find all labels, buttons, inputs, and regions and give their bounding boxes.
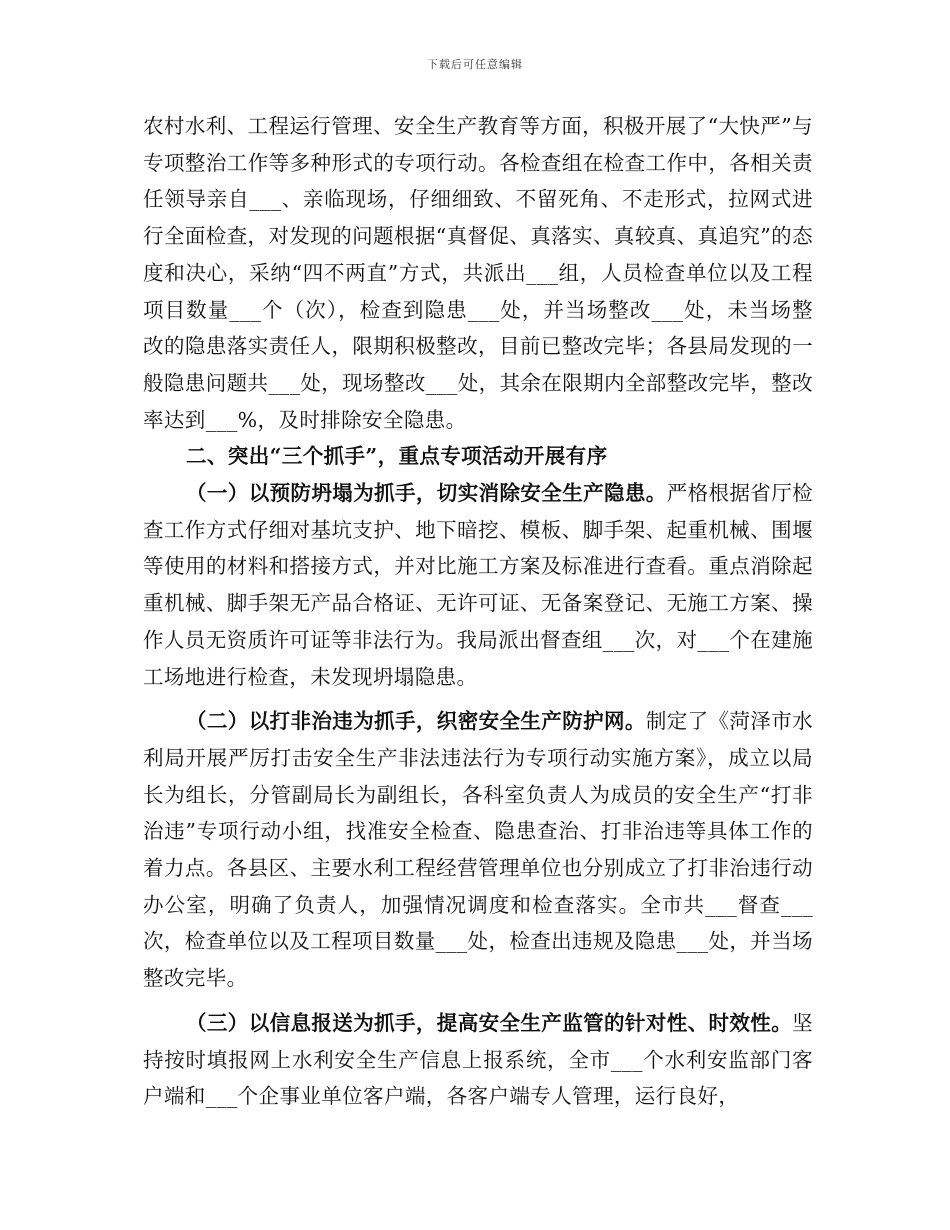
paragraph-section-3 [143,1005,813,1115]
document-body [143,108,813,1115]
paragraph-gap [143,997,813,1005]
section-1-body: 严格根据省厅检查工作方式仔细对基坑支护、地下暗挖、模板、脚手架、起重机械、围堰等使用的材料和搭接方式，并对比施工方案及标准进行查看。重点消除起重机械、脚手架无产品合格证、无许可证、无备案登记、无施工方案、操作人员无资质许可证等非法行为。我局派出督查组___次，对___个在建施工场地进行检查，未发现坍塌隐患。 [143,481,814,689]
paragraph-section-2 [143,703,813,997]
paragraph-section-1 [143,475,813,695]
page-header: 下载后可任意编辑 [427,58,523,71]
section-2-lead: （二）以打非治违为抓手，织密安全生产防护网。 [186,709,646,734]
section-3-body: 坚持按时填报网上水利安全生产信息上报系统，全市___个水利安监部门客户端和___个企事业单位客户端，各客户端专人管理，运行良好， [143,1010,814,1109]
section-3-lead: （三）以信息报送为抓手，提高安全生产监管的针对性、时效性。 [186,1010,793,1035]
section-2-body: 制定了《菏泽市水利局开展严厉打击安全生产非法违法行为专项行动实施方案》，成立以局长为组长，分管副局长为副组长，各科室负责人为成员的安全生产“打非治违”专项行动小组，找准安全检查、隐患查治、打非治违等具体工作的着力点。各县区、主要水利工程经营管理单位也分别成立了打非治违行动办公室，明确了负责人，加强情况调度和检查落实。全市共___督查___次，检查单位以及工程项目数量___处，检查出违规及隐患___处，并当场整改完毕。 [143,709,814,991]
paragraph-intro: 农村水利、工程运行管理、安全生产教育等方面，积极开展了“大快严”与专项整治工作等多种形式的专项行动。各检查组在检查工作中，各相关责任领导亲自___、亲临现场，仔细细致、不留死角、不走形式，拉网式进行全面检查，对发现的问题根据“真督促、真落实、真较真、真追究”的态度和决心，采纳“四不两直”方式，共派出___组，人员检查单位以及工程项目数量___个（次），检查到隐患___处，并当场整改___处，未当场整改的隐患落实责任人，限期积极整改，目前已整改完毕；各县局发现的一般隐患问题共___处，现场整改___处，其余在限期内全部整改完毕，整改率达到___%，及时排除安全隐患。 [143,114,813,432]
section-heading-2: 二、突出“三个抓手”，重点专项活动开展有序 [186,444,608,469]
section-1-lead: （一）以预防坍塌为抓手，切实消除安全生产隐患。 [186,481,667,506]
paragraph-gap [143,695,813,703]
